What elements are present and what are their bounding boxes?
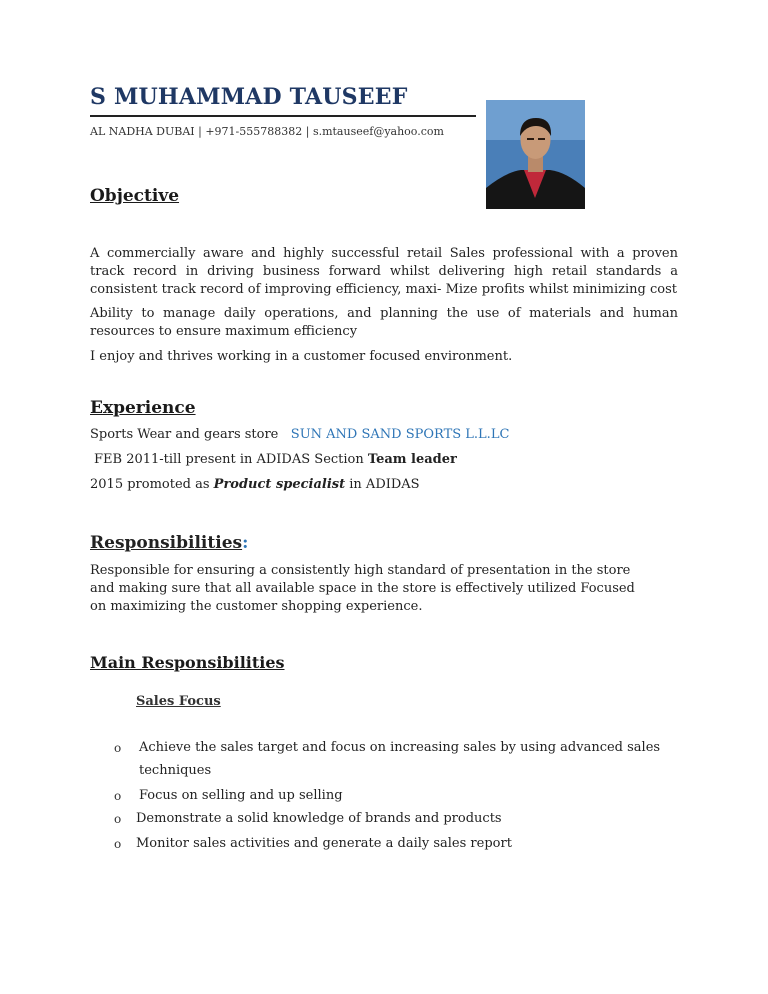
responsibilities-heading-row	[90, 533, 248, 553]
role-period: FEB 2011-till present in ADIDAS Section	[94, 452, 364, 467]
list-item: Achieve the sales target and focus on increasing sales by using advanced sales techniques	[139, 740, 661, 778]
experience-promotion-line	[90, 477, 420, 492]
contact-line: AL NADHA DUBAI | +971-555788382 | s.mtauseef@yahoo.com	[90, 125, 444, 138]
responsibilities-colon: :	[242, 533, 249, 553]
list-item: Focus on selling and up selling	[139, 788, 343, 803]
experience-store-line	[90, 427, 509, 442]
bullet-marker: o	[114, 837, 122, 851]
promotion-prefix: 2015 promoted as	[90, 477, 210, 492]
responsibilities-text: Responsible for ensuring a consistently high standard of presentation in the store and making sure that all available space in the store is effectively utilized Focused on maximizing the customer shopping experience.	[90, 563, 635, 614]
list-item: Demonstrate a solid knowledge of brands and products	[136, 811, 502, 826]
bullet-marker: o	[114, 789, 122, 803]
sales-focus-subheading: Sales Focus	[136, 694, 221, 709]
role-title: Team leader	[367, 452, 457, 467]
experience-heading: Experience	[90, 398, 196, 418]
list-item: Monitor sales activities and generate a daily sales report	[136, 836, 512, 851]
responsibilities-heading: Responsibilities	[90, 533, 243, 553]
main-heading-text: Main Responsibilities	[90, 653, 285, 672]
header-divider	[90, 115, 476, 117]
company-name: SUN AND SAND SPORTS L.L.LC	[290, 427, 510, 442]
objective-heading: Objective	[90, 186, 180, 206]
objective-paragraph-3: I enjoy and thrives working in a customer focused environment.	[90, 349, 513, 364]
profile-photo	[486, 100, 585, 209]
promotion-title: Product specialist	[213, 477, 346, 492]
bullet-marker: o	[114, 741, 122, 755]
promotion-suffix: in ADIDAS	[349, 477, 420, 492]
experience-role-line	[94, 452, 457, 467]
candidate-name: S MUHAMMAD TAUSEEF	[90, 84, 408, 110]
objective-paragraph-2: Ability to manage daily operations, and planning the use of materials and human resources to ensure maximum efficiency	[90, 306, 678, 339]
main-responsibilities-heading	[90, 653, 285, 672]
bullet-marker: o	[114, 812, 122, 826]
store-description: Sports Wear and gears store	[90, 427, 279, 442]
objective-paragraph-1: A commercially aware and highly successful retail Sales professional with a proven track record in driving business forward whilst delivering high retail standards a consistent track record of improving efficiency, maxi- Mize profits whilst minimizing cost	[90, 246, 678, 297]
